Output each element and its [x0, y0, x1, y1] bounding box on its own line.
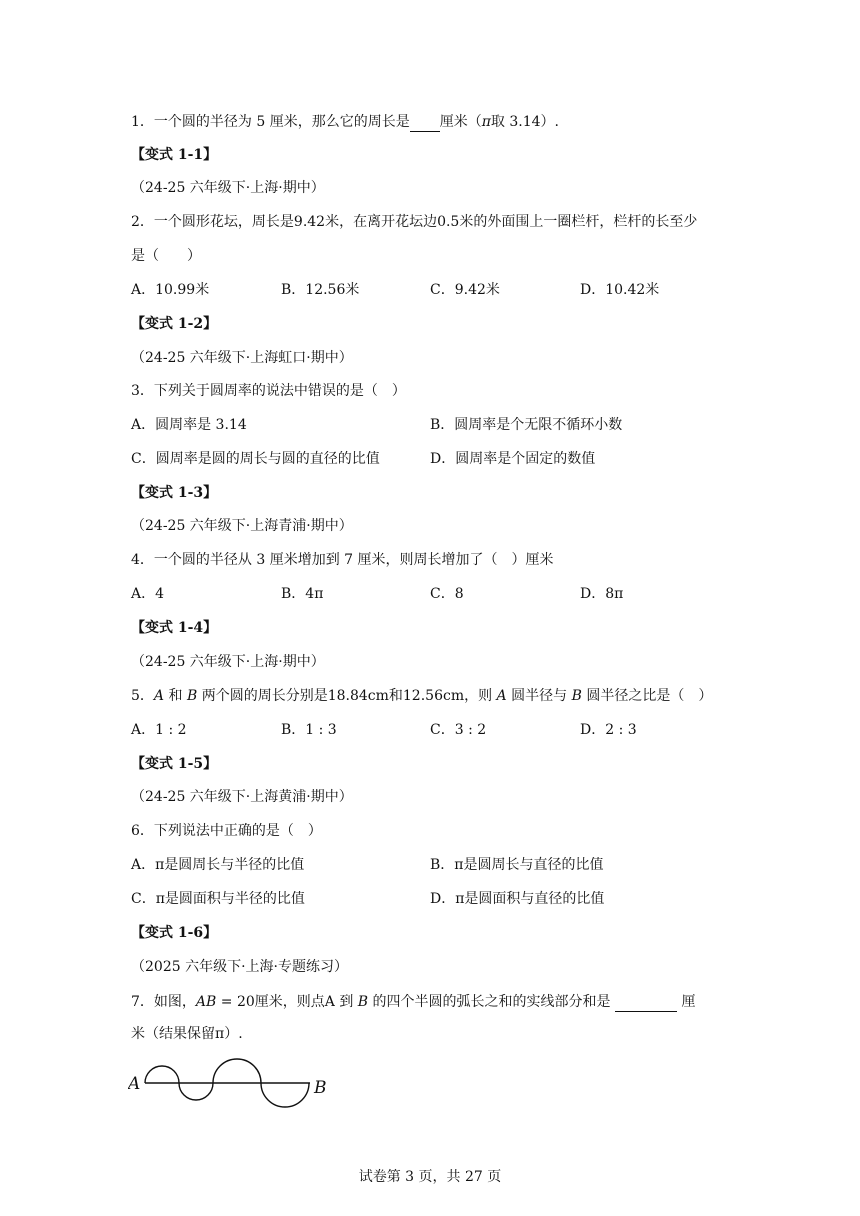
- q5-text3: 圆半径之比是（ ）: [581, 688, 713, 704]
- variant-1-3-source: （24-25 六年级下·上海青浦·期中）: [131, 518, 353, 534]
- semicircle-4: [261, 1083, 309, 1107]
- variant-1-2-title: 【变式 1-2】: [131, 316, 218, 332]
- question-7-line2: 米（结果保留π）.: [131, 1026, 243, 1042]
- q3-option-c: C．圆周率是圆的周长与圆的直径的比值: [131, 451, 380, 467]
- q7-number: 7．如图，: [131, 994, 196, 1010]
- q5-option-b: B．1 : 3: [281, 722, 337, 738]
- question-3: 3．下列关于圆周率的说法中错误的是（ ）: [131, 383, 406, 399]
- q7-rest: 的四个半圆的弧长之和的实线部分和是: [368, 994, 615, 1010]
- variant-1-4-source: （24-25 六年级下·上海·期中）: [131, 654, 325, 670]
- variant-1-6-source: （2025 六年级下·上海·专题练习）: [131, 959, 348, 975]
- figure-label-b: B: [314, 1078, 327, 1098]
- variant-1-2-source: （24-25 六年级下·上海虹口·期中）: [131, 350, 353, 366]
- variant-1-3-title: 【变式 1-3】: [131, 485, 218, 501]
- q6-option-c: C．π是圆面积与半径的比值: [131, 891, 305, 907]
- variant-1-5-source: （24-25 六年级下·上海黄浦·期中）: [131, 789, 353, 805]
- q1-text-b: 厘米（: [439, 114, 482, 130]
- q5-option-a: A．1 : 2: [131, 722, 187, 738]
- q2-option-b: B．12.56米: [281, 282, 360, 298]
- figure-label-a: A: [128, 1074, 141, 1094]
- question-2-line1: 2．一个圆形花坛，周长是9.42米，在离开花坛边0.5米的外面围上一圈栏杆，栏杆的长至少: [131, 214, 698, 230]
- q5-option-d: D．2 : 3: [580, 722, 637, 738]
- q2-option-a: A．10.99米: [131, 282, 210, 298]
- q2-option-d: D．10.42米: [580, 282, 660, 298]
- q1-text-a: 1．一个圆的半径为 5 厘米，那么它的周长是: [131, 114, 410, 130]
- q6-option-b: B．π是圆周长与直径的比值: [430, 857, 604, 873]
- q5-option-c: C．3 : 2: [430, 722, 487, 738]
- q6-option-d: D．π是圆面积与直径的比值: [430, 891, 605, 907]
- variant-1-4-title: 【变式 1-4】: [131, 620, 218, 636]
- q7-answer-blank: [615, 991, 677, 1012]
- page-footer: 试卷第 3 页，共 27 页: [358, 1169, 502, 1185]
- q4-option-a: A．4: [131, 586, 165, 602]
- q7-eq: = 20厘米，则点A 到: [216, 994, 358, 1010]
- semicircle-figure: [128, 1052, 338, 1116]
- question-7-line1: [131, 991, 695, 1012]
- q5-label-a2: A: [496, 688, 507, 704]
- q7-unit: 厘: [677, 994, 696, 1010]
- q1-pi: π: [481, 114, 491, 130]
- semicircle-2: [179, 1083, 213, 1100]
- variant-1-1-title: 【变式 1-1】: [131, 147, 218, 163]
- q1-answer-blank: [410, 111, 440, 132]
- q7-segment-ab: AB: [195, 994, 217, 1010]
- q1-text-c: 取 3.14）.: [490, 114, 559, 130]
- semicircle-3: [213, 1059, 261, 1083]
- variant-1-5-title: 【变式 1-5】: [131, 756, 218, 772]
- question-4: 4．一个圆的半径从 3 厘米增加到 7 厘米，则周长增加了（ ）厘米: [131, 552, 554, 568]
- q5-number: 5．: [131, 688, 154, 704]
- question-6: 6．下列说法中正确的是（ ）: [131, 823, 322, 839]
- q4-option-b: B．4π: [281, 586, 324, 602]
- q3-option-d: D．圆周率是个固定的数值: [430, 451, 596, 467]
- q6-option-a: A．π是圆周长与半径的比值: [131, 857, 305, 873]
- q5-text2: 圆半径与: [506, 688, 572, 704]
- question-5: [131, 686, 712, 706]
- q3-option-b: B．圆周率是个无限不循环小数: [430, 417, 623, 433]
- variant-1-1-source: （24-25 六年级下·上海·期中）: [131, 180, 325, 196]
- q5-label-b: B: [186, 688, 198, 704]
- semicircle-1: [145, 1066, 179, 1083]
- question-2-line2: 是（ ）: [131, 248, 201, 264]
- question-1: [131, 111, 559, 132]
- q3-option-a: A．圆周率是 3.14: [131, 417, 247, 433]
- q5-and: 和: [164, 688, 187, 704]
- variant-1-6-title: 【变式 1-6】: [131, 925, 218, 941]
- q7-label-b: B: [357, 994, 369, 1010]
- q5-text: 两个圆的周长分别是18.84cm和12.56cm，则: [197, 688, 497, 704]
- q4-option-c: C．8: [430, 586, 464, 602]
- q4-option-d: D．8π: [580, 586, 624, 602]
- q5-label-a: A: [153, 688, 165, 704]
- q5-label-b2: B: [571, 688, 582, 704]
- q2-option-c: C．9.42米: [430, 282, 500, 298]
